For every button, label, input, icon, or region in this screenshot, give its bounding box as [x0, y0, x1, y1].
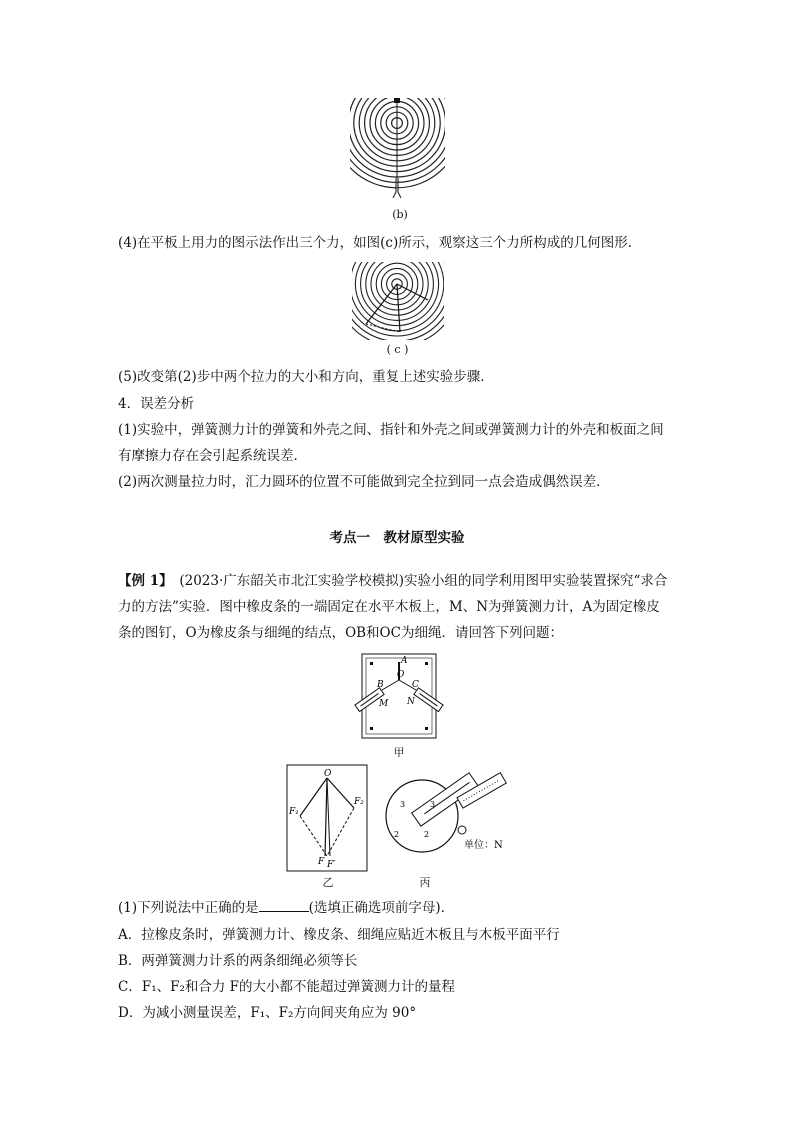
figure-jia [352, 650, 447, 742]
bing-tick-4: 2 [424, 830, 430, 839]
jia-label-b: B [377, 680, 384, 690]
step-4: (4)在平板上用力的图示法作出三个力，如图(c)所示，观察这三个力所构成的几何图形． [118, 235, 642, 251]
error-analysis-title: 4．误差分析 [118, 396, 195, 412]
jia-label-n: N [407, 697, 415, 707]
question-1 [118, 899, 454, 917]
example-line1 [118, 572, 667, 590]
parallelogram-yi [286, 764, 368, 872]
bing-tick-3: 2 [394, 830, 400, 839]
figure-c [352, 262, 444, 340]
yi-label-f2: F₂ [354, 797, 364, 807]
figure-yi-caption: 乙 [322, 876, 334, 889]
error-analysis-p1-line1: (1)实验中，弹簧测力计的弹簧和外壳之间、指针和外壳之间或弹簧测力计的外壳和板面之间 [118, 422, 664, 438]
bing-tick-1: 3 [400, 800, 406, 809]
option-a: A．拉橡皮条时，弹簧测力计、橡皮条、细绳应贴近木板且与木板平面平行 [118, 927, 560, 943]
question-1-post: (选填正确选项前字母)． [308, 900, 455, 916]
concentric-board-c [352, 262, 444, 340]
jia-label-o: O [397, 670, 405, 680]
bing-unit: 单位：N [464, 840, 503, 851]
option-d: D．为减小测量误差，F₁、F₂方向间夹角应为 90° [118, 1005, 417, 1021]
figure-b [350, 98, 445, 198]
answer-blank[interactable] [259, 899, 309, 912]
figure-yi [286, 764, 368, 872]
example-tag: 【例 1】 [118, 573, 166, 589]
option-c: C．F₁、F₂和合力 F的大小都不能超过弹簧测力计的量程 [118, 979, 456, 995]
jia-label-c: C [412, 680, 419, 690]
apparatus-jia [352, 650, 447, 742]
figure-jia-caption: 甲 [393, 746, 405, 759]
step-5: (5)改变第(2)步中两个拉力的大小和方向，重复上述实验步骤． [118, 369, 494, 385]
yi-label-f: F [318, 857, 325, 867]
example-line3: 条的图钉，O为橡皮条与细绳的结点，OB和OC为细绳．请回答下列问题： [118, 625, 563, 641]
jia-label-a: A [401, 656, 408, 666]
spring-scale-bing [382, 764, 518, 864]
yi-label-fprime: F′ [327, 860, 336, 870]
jia-label-m: M [379, 699, 389, 709]
figure-bing-caption: 丙 [419, 876, 431, 889]
concentric-board-b [350, 98, 445, 198]
question-1-pre: (1)下列说法中正确的是 [118, 900, 259, 916]
figure-bing [382, 764, 518, 864]
figure-b-caption: (b) [392, 208, 408, 221]
yi-label-o: O [324, 769, 332, 779]
yi-label-f1: F₁ [289, 807, 299, 817]
section-heading: 考点一 教材原型实验 [329, 530, 465, 546]
error-analysis-p2: (2)两次测量拉力时，汇力圆环的位置不可能做到完全拉到同一点会造成偶然误差． [118, 474, 610, 490]
example-line2: 力的方法”实验．图中橡皮条的一端固定在水平木板上，M、N为弹簧测力计，A为固定橡皮 [118, 599, 660, 615]
error-analysis-p1-line2: 有摩擦力存在会引起系统误差． [118, 448, 307, 464]
example-line1-text: (2023·广东韶关市北江实验学校模拟)实验小组的同学利用图甲实验装置探究“求合 [165, 573, 668, 589]
figure-c-caption: ( c ) [386, 343, 409, 356]
option-b: B．两弹簧测力计系的两条细绳必须等长 [118, 953, 358, 969]
bing-tick-2: 3 [430, 800, 436, 809]
